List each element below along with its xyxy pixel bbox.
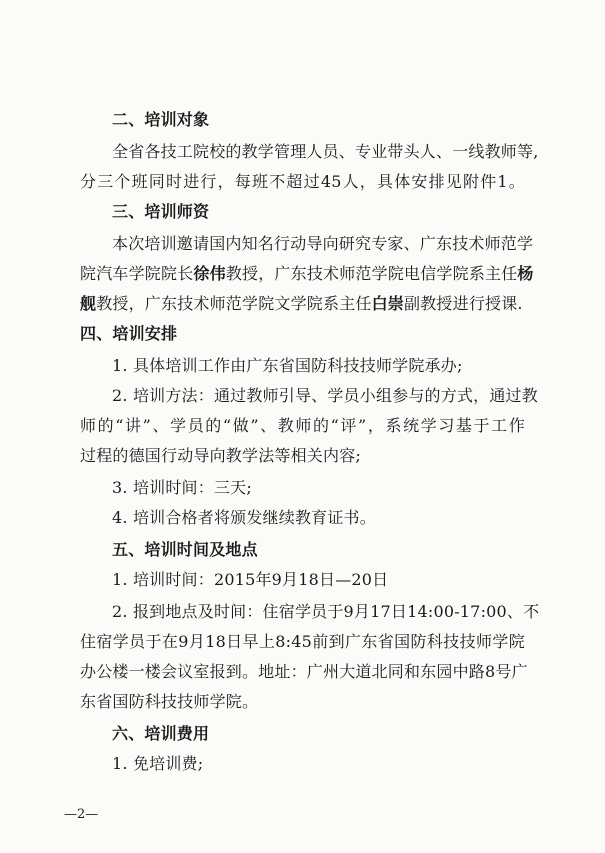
- section-heading-training-faculty: 三、培训师资: [112, 202, 210, 221]
- page-number: —2—: [64, 807, 99, 822]
- section-heading-time-and-place: 五、培训时间及地点: [112, 540, 258, 559]
- paragraph-line: 本次培训邀请国内知名行动导向研究专家、广东技术师范学: [112, 234, 534, 253]
- faculty-name: 白崇: [371, 294, 405, 313]
- list-item: 4. 培训合格者将颁发继续教育证书。: [112, 508, 376, 527]
- paragraph-text: 教授，广东技术师范学院电信学院系主任: [225, 264, 518, 283]
- paragraph-text: 教授，广东技术师范学院文学院系主任: [96, 294, 372, 313]
- list-item: 2. 报到地点及时间：住宿学员于9月17日14:00-17:00、不: [112, 602, 540, 621]
- section-heading-training-fees: 六、培训费用: [112, 724, 210, 743]
- paragraph-line: 东省国防科技技师学院。: [80, 692, 259, 711]
- paragraph-line: 过程的德国行动导向教学法等相关内容;: [80, 446, 361, 465]
- list-item: 2. 培训方法：通过教师引导、学员小组参与的方式，通过教: [112, 386, 538, 405]
- section-heading-training-arrangement: 四、培训安排: [80, 324, 178, 343]
- paragraph-line: 分三个班同时进行，每班不超过45人，具体安排见附件1。: [80, 172, 525, 191]
- faculty-name: 舰: [80, 294, 97, 313]
- list-item: 1. 具体培训工作由广东省国防科技技师学院承办;: [112, 356, 463, 375]
- paragraph-line: 师的“讲”、学员的“做”、教师的“评”，系统学习基于工作: [80, 416, 525, 435]
- paragraph-line: 办公楼一楼会议室报到。地址：广州大道北同和东园中路8号广: [80, 662, 528, 681]
- list-item: 1. 培训时间：2015年9月18日—20日: [112, 570, 389, 589]
- faculty-name: 杨: [517, 264, 534, 283]
- paragraph-line: [80, 264, 534, 284]
- faculty-name: 徐伟: [193, 264, 226, 283]
- paragraph-text: 副教授进行授课.: [404, 294, 523, 313]
- paragraph-text: 院汽车学院院长: [80, 264, 194, 283]
- paragraph-line: 住宿学员于在9月18日早上8:45前到广东省国防科技技师学院: [80, 632, 525, 651]
- list-item: 1. 免培训费;: [112, 754, 204, 773]
- list-item: 3. 培训时间：三天;: [112, 478, 252, 497]
- paragraph-line: 全省各技工院校的教学管理人员、专业带头人、一线教师等,: [112, 142, 539, 161]
- paragraph-line: [80, 294, 523, 314]
- section-heading-training-targets: 二、培训对象: [112, 110, 210, 129]
